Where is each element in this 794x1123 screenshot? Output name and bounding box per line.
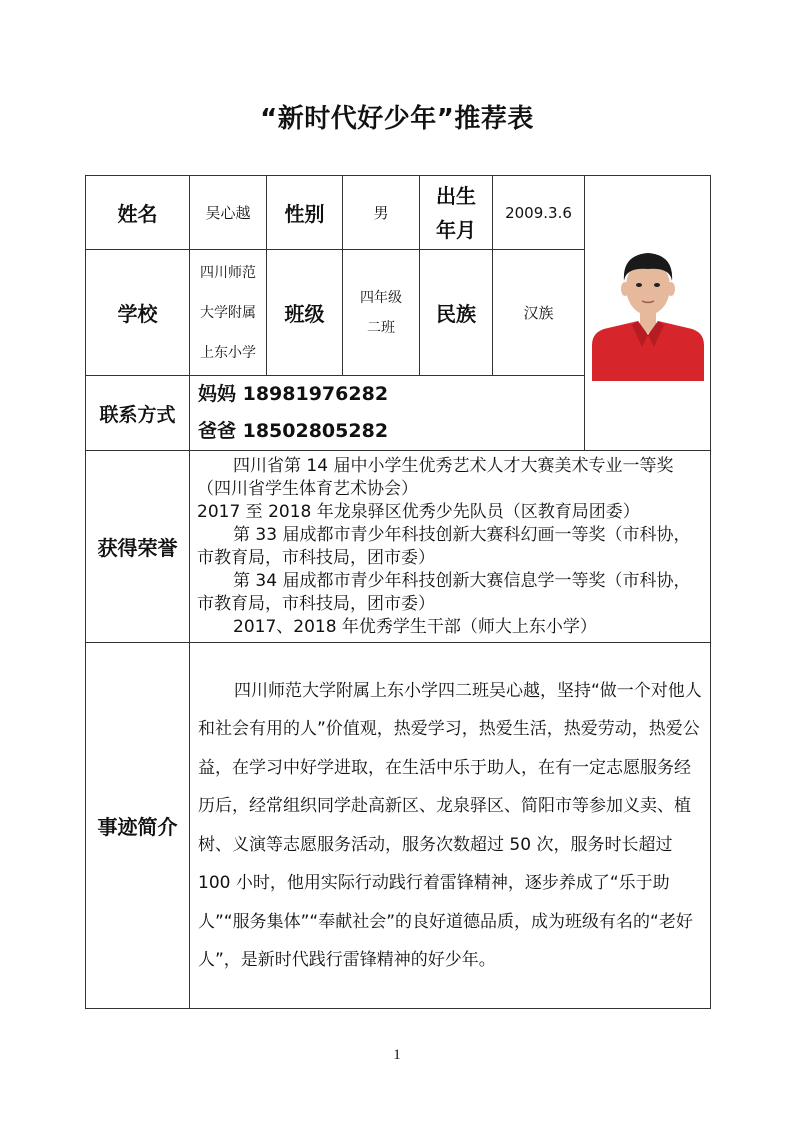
honor-item: 第 33 届成都市青少年科技创新大赛科幻画一等奖（市科协，市教育局，市科技局，团市委） (197, 524, 691, 568)
honors-list (190, 451, 711, 643)
deeds-paragraph: 四川师范大学附属上东小学四二班吴心越，坚持“做一个对他人和社会有用的人”价值观，热爱学习，热爱生活，热爱劳动，热爱公益，在学习中好学进取，在生活中乐于助人，在有一定志愿服务经历后，经常组织同学赴高新区、龙泉驿区、简阳市等参加义卖、植树、义演等志愿服务活动，服务次数超过 50 次，服务时长超过 100 小时，他用实际行动践行着雷锋精神，逐步养成了“乐于助人”“服务集体”“奉献社会”的良好道德品质，成为班级有名的“老好人”，是新时代践行雷锋精神的好少年。 (198, 680, 702, 970)
student-photo (592, 241, 704, 381)
recommendation-form (85, 175, 711, 1009)
class-label: 班级 (267, 250, 343, 376)
school-line: 大学附属 (200, 304, 256, 321)
contact-dad: 爸爸 18502805282 (198, 420, 389, 442)
birth-label: 出生年月 (420, 176, 493, 250)
ethnicity-value: 汉族 (493, 250, 585, 376)
page-number: 1 (393, 1047, 401, 1063)
gender-value: 男 (343, 176, 420, 250)
contact-value (190, 376, 585, 451)
honor-item: 2017 至 2018 年龙泉驿区优秀少先队员（区教育局团委） (197, 501, 640, 522)
school-label: 学校 (86, 250, 190, 376)
deeds-label: 事迹简介 (86, 643, 190, 1009)
class-line: 二班 (367, 319, 395, 336)
honor-item: 2017、2018 年优秀学生干部（师大上东小学） (233, 616, 597, 637)
honor-item: 第 34 届成都市青少年科技创新大赛信息学一等奖（市科协，市教育局，市科技局，团市委） (197, 570, 691, 614)
class-value (343, 250, 420, 376)
photo-cell (585, 176, 711, 451)
contact-mom: 妈妈 18981976282 (198, 383, 389, 405)
deeds-text (190, 643, 711, 1009)
name-label: 姓名 (86, 176, 190, 250)
gender-label: 性别 (267, 176, 343, 250)
school-line: 四川师范 (200, 264, 256, 281)
page-title: “新时代好少年”推荐表 (260, 104, 534, 134)
honors-label: 获得荣誉 (86, 451, 190, 643)
ethnicity-label: 民族 (420, 250, 493, 376)
honor-item: 四川省第 14 届中小学生优秀艺术人才大赛美术专业一等奖（四川省学生体育艺术协会） (197, 455, 674, 499)
school-value (190, 250, 267, 376)
name-value: 吴心越 (190, 176, 267, 250)
birth-value: 2009.3.6 (493, 176, 585, 250)
contact-label: 联系方式 (86, 376, 190, 451)
class-line: 四年级 (360, 289, 402, 306)
school-line: 上东小学 (200, 344, 256, 361)
